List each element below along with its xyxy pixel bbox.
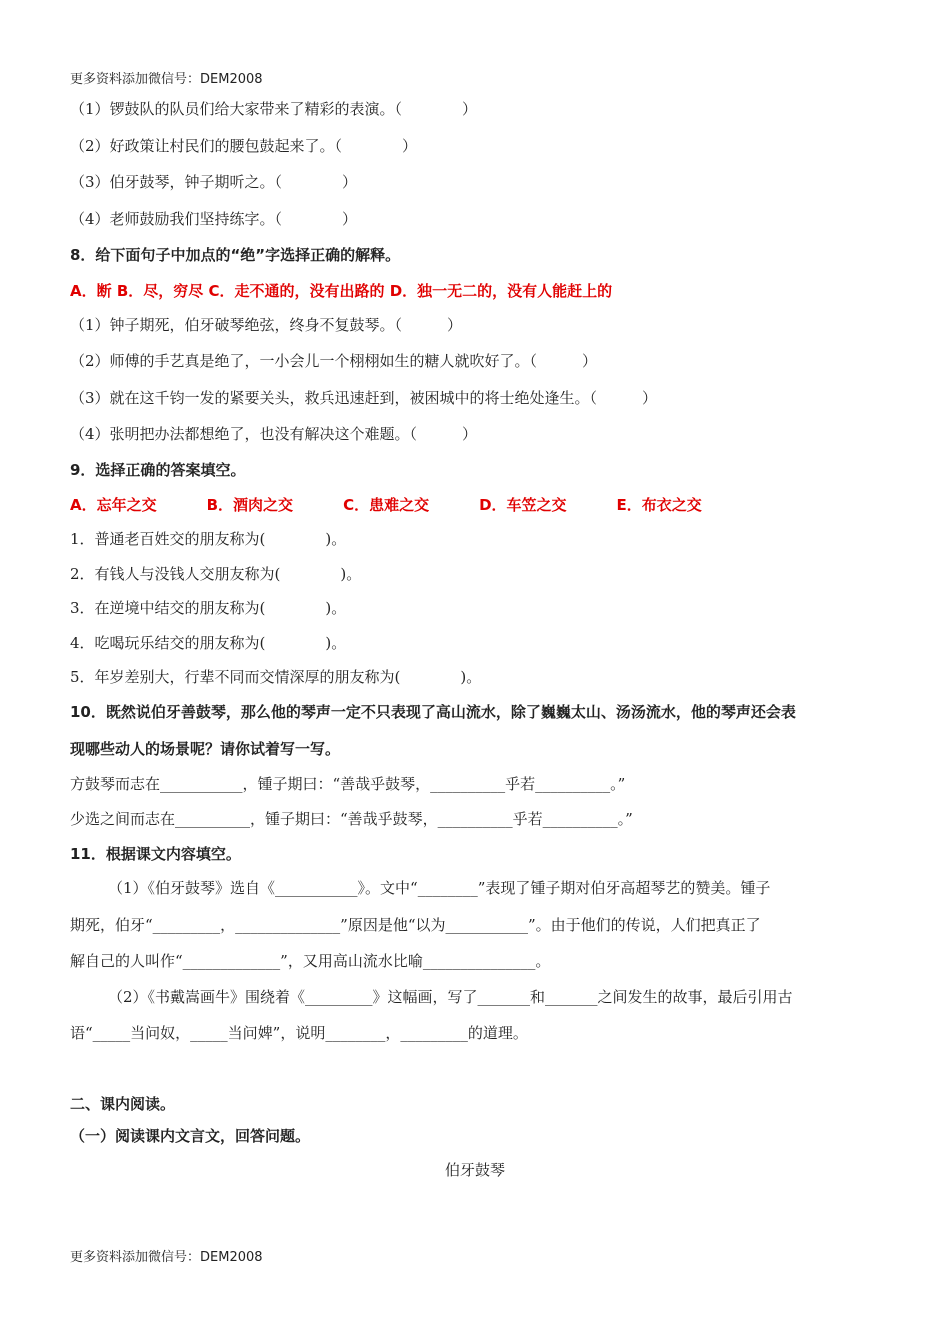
- q11-p1-line1: （1）《伯牙鼓琴》选自《___________》。文中“________”表现了锺子期对伯牙高超琴艺的赞美。锺子: [108, 879, 771, 897]
- q10-fill-line2: 少选之间而志在__________，锺子期曰：“善哉乎鼓琴，__________乎若__________。”: [70, 810, 633, 828]
- q9-option-b: B．酒肉之交: [206, 496, 294, 514]
- q8-item-1: （1）钟子期死，伯牙破琴绝弦，终身不复鼓琴。（ ）: [70, 316, 463, 334]
- q8-item-4: （4）张明把办法都想绝了，也没有解决这个难题。（ ）: [70, 425, 478, 443]
- q10-title-line1: 10．既然说伯牙善鼓琴，那么他的琴声一定不只表现了高山流水，除了巍巍太山、汤汤流水，他的琴声还会表: [70, 703, 796, 721]
- q9-item-5: 5．年岁差别大，行辈不同而交情深厚的朋友称为( )。: [70, 668, 482, 686]
- q11-p1-line3: 解自己的人叫作“_____________”，又用高山流水比喻_______________。: [70, 952, 551, 970]
- page-header: 更多资料添加微信号：DEM2008: [70, 72, 263, 87]
- q11-p1-line2: 期死，伯牙“_________，______________”原因是他“以为___________”。由于他们的传说，人们把真正了: [70, 916, 761, 934]
- poem-title: 伯牙鼓琴: [444, 1161, 505, 1179]
- section2-title: 二、课内阅读。: [70, 1095, 176, 1113]
- q11-p2-line2: 语“_____当问奴，_____当问婢”，说明________，_________的道理。: [70, 1024, 528, 1042]
- q9-title: 9．选择正确的答案填空。: [70, 461, 246, 479]
- q11-p2-line1: （2）《书戴嵩画牛》围绕着《_________》这幅画，写了_______和_______之间发生的故事，最后引用古: [108, 988, 793, 1006]
- q9-options: [70, 495, 752, 515]
- q9-item-3: 3．在逆境中结交的朋友称为( )。: [70, 599, 347, 617]
- q8-options: A．断 B．尽，穷尽 C．走不通的，没有出路的 D．独一无二的，没有人能赶上的: [70, 282, 613, 300]
- q9-item-4: 4．吃喝玩乐结交的朋友称为( )。: [70, 634, 347, 652]
- q9-option-d: D．车笠之交: [479, 496, 567, 514]
- q9-option-a: A．忘年之交: [70, 496, 157, 514]
- q7-item-2: （2）好政策让村民们的腰包鼓起来了。（ ）: [70, 137, 418, 155]
- q8-item-3: （3）就在这千钧一发的紧要关头，救兵迅速赶到，被困城中的将士绝处逢生。（ ）: [70, 389, 658, 407]
- q9-item-1: 1．普通老百姓交的朋友称为( )。: [70, 530, 347, 548]
- q8-title: 8．给下面句子中加点的“绝”字选择正确的解释。: [70, 246, 401, 264]
- q11-title: 11．根据课文内容填空。: [70, 845, 241, 863]
- q10-fill-line1: 方鼓琴而志在___________，锺子期曰：“善哉乎鼓琴，__________乎若__________。”: [70, 775, 626, 793]
- q10-title-line2: 现哪些动人的场景呢？请你试着写一写。: [70, 740, 341, 758]
- q7-item-4: （4）老师鼓励我们坚持练字。（ ）: [70, 210, 358, 228]
- page-footer: 更多资料添加微信号：DEM2008: [70, 1250, 263, 1265]
- q7-item-3: （3）伯牙鼓琴，钟子期听之。（ ）: [70, 173, 358, 191]
- q9-option-e: E．布衣之交: [616, 496, 702, 514]
- section2-subtitle: （一）阅读课内文言文，回答问题。: [70, 1127, 311, 1145]
- q9-option-c: C．患难之交: [343, 496, 430, 514]
- q8-item-2: （2）师傅的手艺真是绝了，一小会儿一个栩栩如生的糖人就吹好了。（ ）: [70, 352, 598, 370]
- q9-item-2: 2．有钱人与没钱人交朋友称为( )。: [70, 565, 362, 583]
- q7-item-1: （1）锣鼓队的队员们给大家带来了精彩的表演。（ ）: [70, 100, 478, 118]
